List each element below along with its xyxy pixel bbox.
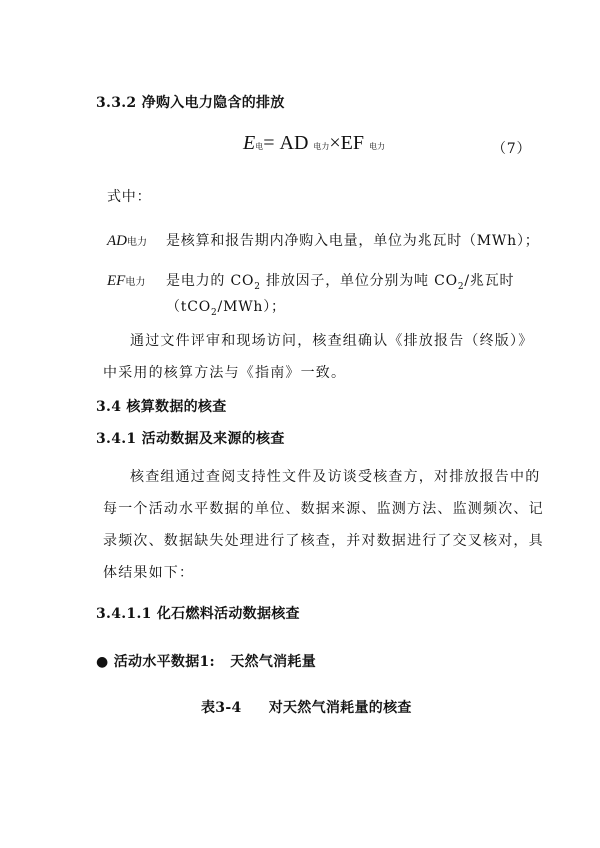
bullet-item	[96, 651, 316, 671]
paragraph-line: 通过文件评审和现场访问，核查组确认《排放报告（终版）》	[130, 333, 534, 349]
definition-text-line2: （tCO$_2$/MWh）；	[166, 299, 286, 318]
equation-e-subscript: 电	[255, 142, 264, 151]
equation-number: （7）	[492, 141, 532, 157]
definition-text: 是核算和报告期内净购入电量，单位为兆瓦时（MWh）；	[166, 233, 540, 249]
section-title: 3.4.1.1 化石燃料活动数据核查	[96, 606, 300, 622]
definition-ef	[107, 270, 145, 290]
equation	[243, 132, 385, 155]
equation-times: ×	[329, 132, 341, 154]
where-label: 式中：	[107, 189, 152, 205]
table-caption-label: 表3-4	[201, 700, 242, 716]
bullet-label: 活动水平数据1:	[113, 654, 216, 670]
bullet-icon: ●	[96, 654, 109, 670]
paragraph-line: 中采用的核算方法与《指南》一致。	[103, 365, 347, 381]
section-title: 3.4.1 活动数据及来源的核查	[96, 431, 285, 447]
equation-ad-subscript: 电力	[313, 142, 330, 151]
equation-e: E	[243, 132, 256, 154]
definition-symbol: AD	[107, 233, 127, 249]
equation-ef: EF	[340, 132, 365, 154]
paragraph-line: 体结果如下：	[103, 565, 195, 581]
table-caption	[201, 697, 412, 717]
paragraph-line: 录频次、数据缺失处理进行了核查，并对数据进行了交叉核对，具	[103, 533, 544, 549]
definition-symbol: EF	[107, 273, 126, 289]
definition-subscript: 电力	[125, 277, 146, 288]
paragraph-line: 每一个活动水平数据的单位、数据来源、监测方法、监测频次、记	[103, 501, 544, 517]
definition-ad	[107, 230, 147, 250]
equation-ef-subscript: 电力	[369, 142, 386, 151]
definition-subscript: 电力	[127, 237, 147, 248]
definition-text: 是电力的 $CO_2$ 排放因子，单位分别为吨 $CO_2/$兆瓦时	[166, 273, 515, 292]
bullet-value: 天然气消耗量	[230, 654, 317, 670]
table-caption-text: 对天然气消耗量的核查	[268, 700, 412, 716]
section-title: 3.3.2 净购入电力隐含的排放	[96, 95, 285, 111]
paragraph-line: 核查组通过查阅支持性文件及访谈受核查方，对排放报告中的	[130, 469, 541, 485]
equation-equals: =	[263, 132, 275, 154]
equation-ad: AD	[279, 132, 309, 154]
section-title: 3.4 核算数据的核查	[96, 399, 227, 415]
